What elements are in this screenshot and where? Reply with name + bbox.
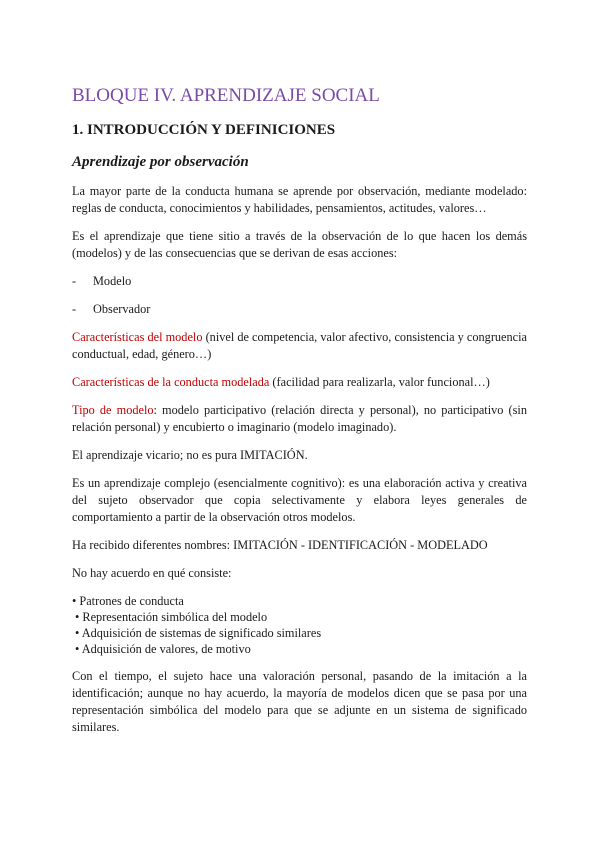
highlight-label: Tipo de modelo (72, 403, 154, 417)
page-title: BLOQUE IV. APRENDIZAJE SOCIAL (72, 85, 380, 106)
dash-marker: - (72, 302, 77, 316)
paragraph-text: (facilidad para realizarla, valor funcional…) (269, 375, 490, 389)
bullet-item: • Adquisición de valores, de motivo (75, 642, 251, 656)
list-item-text: Observador (93, 302, 151, 316)
paragraph-definition: Es el aprendizaje que tiene sitio a través de la observación de lo que hacen los demás (modelos) y de las consecuencias que se derivan de esas acciones: (72, 229, 527, 260)
list-item-text: Modelo (93, 274, 132, 288)
section-subheading: Aprendizaje por observación (72, 154, 249, 170)
document-page (72, 84, 527, 747)
paragraph-behavior-characteristics (72, 374, 527, 391)
paragraph-model-type (72, 402, 527, 436)
list-item (72, 273, 527, 290)
bullet-list (72, 593, 527, 657)
paragraph-vicarious: El aprendizaje vicario; no es pura IMITACIÓN. (72, 448, 308, 462)
paragraph-complex-learning: Es un aprendizaje complejo (esencialmente cognitivo): es una elaboración activa y creativa del sujeto observador que copia selectivamente y elabora leyes generales de comportamiento a partir de la observación otros modelos. (72, 476, 527, 524)
dash-list (72, 273, 527, 318)
paragraph-names: Ha recibido diferentes nombres: IMITACIÓN - IDENTIFICACIÓN - MODELADO (72, 538, 488, 552)
paragraph-conclusion: Con el tiempo, el sujeto hace una valoración personal, pasando de la imitación a la identificación; aunque no hay acuerdo, la mayoría de modelos dicen que se pasa por una representación simbólica del modelo para que se adjunte en un sistema de significado similares. (72, 669, 527, 734)
highlight-label: Características del modelo (72, 330, 203, 344)
section-heading: 1. INTRODUCCIÓN Y DEFINICIONES (72, 122, 336, 138)
list-item (72, 301, 527, 318)
paragraph-no-agreement: No hay acuerdo en qué consiste: (72, 566, 232, 580)
paragraph-model-characteristics (72, 329, 527, 363)
paragraph-text: (nivel de competencia, valor afectivo, consistencia y congruencia conductual, edad, género…) (72, 330, 527, 361)
highlight-label: Características de la conducta modelada (72, 375, 270, 389)
paragraph-text: : modelo participativo (relación directa y personal), no participativo (sin relación personal) y encubierto o imaginario (modelo imaginado). (72, 403, 527, 434)
paragraph-intro: La mayor parte de la conducta humana se aprende por observación, mediante modelado: reglas de conducta, conocimientos y habilidades, pensamientos, actitudes, valores… (72, 184, 527, 215)
bullet-item: • Adquisición de sistemas de significado similares (75, 626, 322, 640)
bullet-item: • Patrones de conducta (72, 594, 184, 608)
dash-marker: - (72, 274, 77, 288)
bullet-item: • Representación simbólica del modelo (75, 610, 268, 624)
